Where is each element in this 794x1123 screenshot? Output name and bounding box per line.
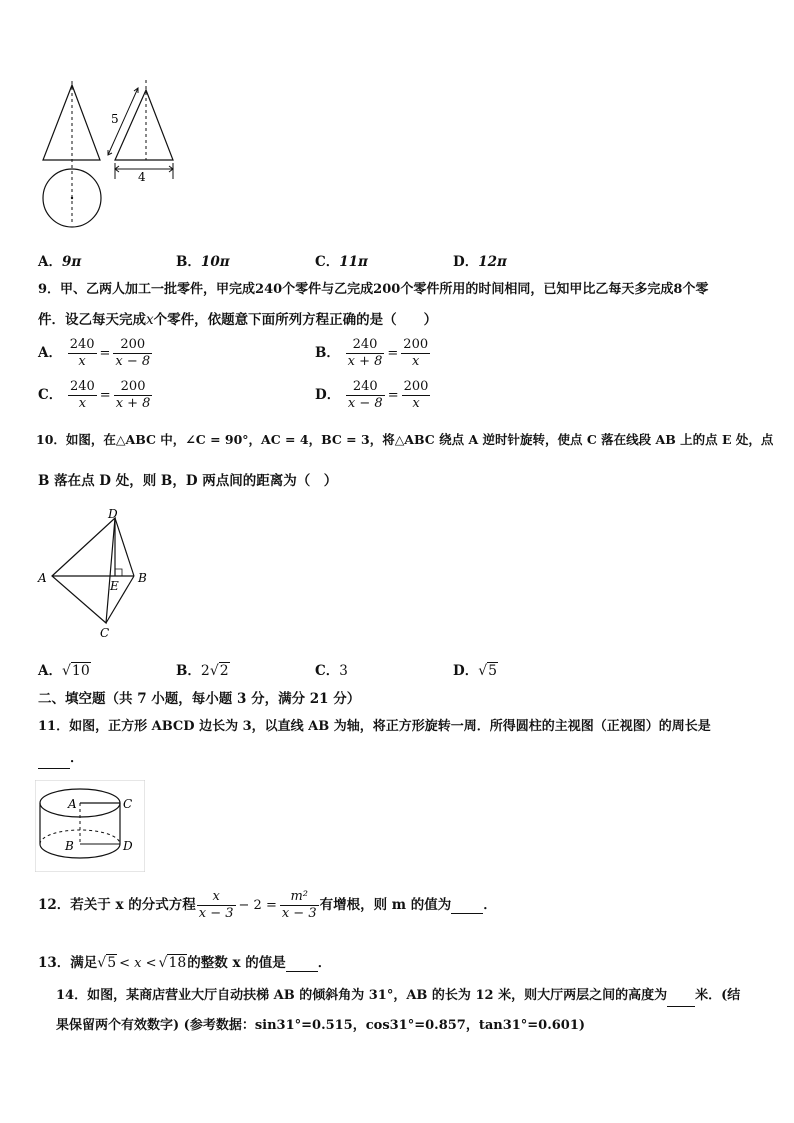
q9-line1: 9．甲、乙两人加工一批零件，甲完成240个零件与乙完成200个零件所用的时间相同，已知甲比乙每天多完成8个零: [38, 282, 709, 297]
q10-option-a[interactable]: A．√10: [38, 663, 90, 679]
q9-option-b[interactable]: B． $\frac{240}{x + 8}$ = $\frac{200}{x}$: [315, 337, 429, 369]
q8-option-c[interactable]: C．11π: [315, 254, 368, 270]
q12-answer-blank[interactable]: [451, 897, 483, 914]
q9-line2: 件．设乙每天完成x个零件，依题意下面所列方程正确的是（ ）: [38, 312, 438, 328]
q10-line2: B 落在点 D 处，则 B，D 两点间的距离为（ ）: [38, 473, 338, 489]
triangle-rotation-figure: [30, 500, 170, 645]
label-d: D: [108, 507, 118, 521]
q11-line2: ．: [38, 748, 84, 769]
q14-line1: 14．如图，某商店营业大厅自动扶梯 AB 的倾斜角为 31°，AB 的长为 12 米，则大厅两层之间的高度为 米．(结: [56, 986, 740, 1007]
q13-answer-blank[interactable]: [286, 955, 318, 972]
q8-option-d[interactable]: D．12π: [453, 254, 507, 270]
label-e: E: [110, 579, 119, 593]
cyl-label-a: A: [68, 797, 77, 811]
q12-line: 12．若关于 x 的分式方程 $\frac{x}{x - 3}$ − 2 = $\frac{\text{m²}}{x - 3}$ 有增根，则 m 的值为 ．: [38, 889, 497, 921]
base-label: 4: [138, 170, 146, 184]
q13-line: 13．满足√5 < x < √18的整数 x 的值是 ．: [38, 955, 332, 971]
label-a: A: [38, 571, 47, 585]
q10-option-b[interactable]: B．2√2: [176, 663, 229, 679]
q10-option-c[interactable]: C．3: [315, 663, 348, 679]
q9-option-a[interactable]: A． $\frac{240}{x}$ = $\frac{200}{x - 8}$: [38, 337, 151, 369]
cylinder-figure: [35, 780, 145, 872]
q8-option-a[interactable]: A．9π: [38, 254, 82, 270]
q11-line1: 11．如图，正方形 ABCD 边长为 3，以直线 AB 为轴，将正方形旋转一周．所得圆柱的主视图（正视图）的周长是: [38, 719, 711, 734]
label-b: B: [138, 571, 147, 585]
slant-label: 5: [111, 112, 119, 126]
q8-option-b[interactable]: B．10π: [176, 254, 230, 270]
q9-option-d[interactable]: D． $\frac{240}{x - 8}$ = $\frac{200}{x}$: [315, 379, 429, 411]
cone-views-figure: [30, 75, 190, 235]
q11-answer-blank[interactable]: [38, 748, 70, 769]
q14-line2: 果保留两个有效数字) (参考数据：sin31°=0.515，cos31°=0.857，tan31°=0.601): [56, 1018, 586, 1033]
q9-option-c[interactable]: C． $\frac{240}{x}$ = $\frac{200}{x + 8}$: [38, 379, 151, 411]
q10-line1: 10．如图，在△ABC 中，∠C = 90°，AC = 4，BC = 3，将△ABC 绕点 A 逆时针旋转，使点 C 落在线段 AB 上的点 E 处，点: [36, 432, 774, 447]
cyl-label-c: C: [123, 797, 133, 811]
cyl-label-d: D: [123, 839, 133, 853]
section-2-heading: 二、填空题（共 7 小题，每小题 3 分，满分 21 分）: [38, 691, 361, 707]
q14-answer-blank[interactable]: [667, 986, 695, 1007]
cyl-label-b: B: [65, 839, 74, 853]
q10-option-d[interactable]: D．√5: [453, 663, 498, 679]
label-c: C: [100, 626, 110, 640]
